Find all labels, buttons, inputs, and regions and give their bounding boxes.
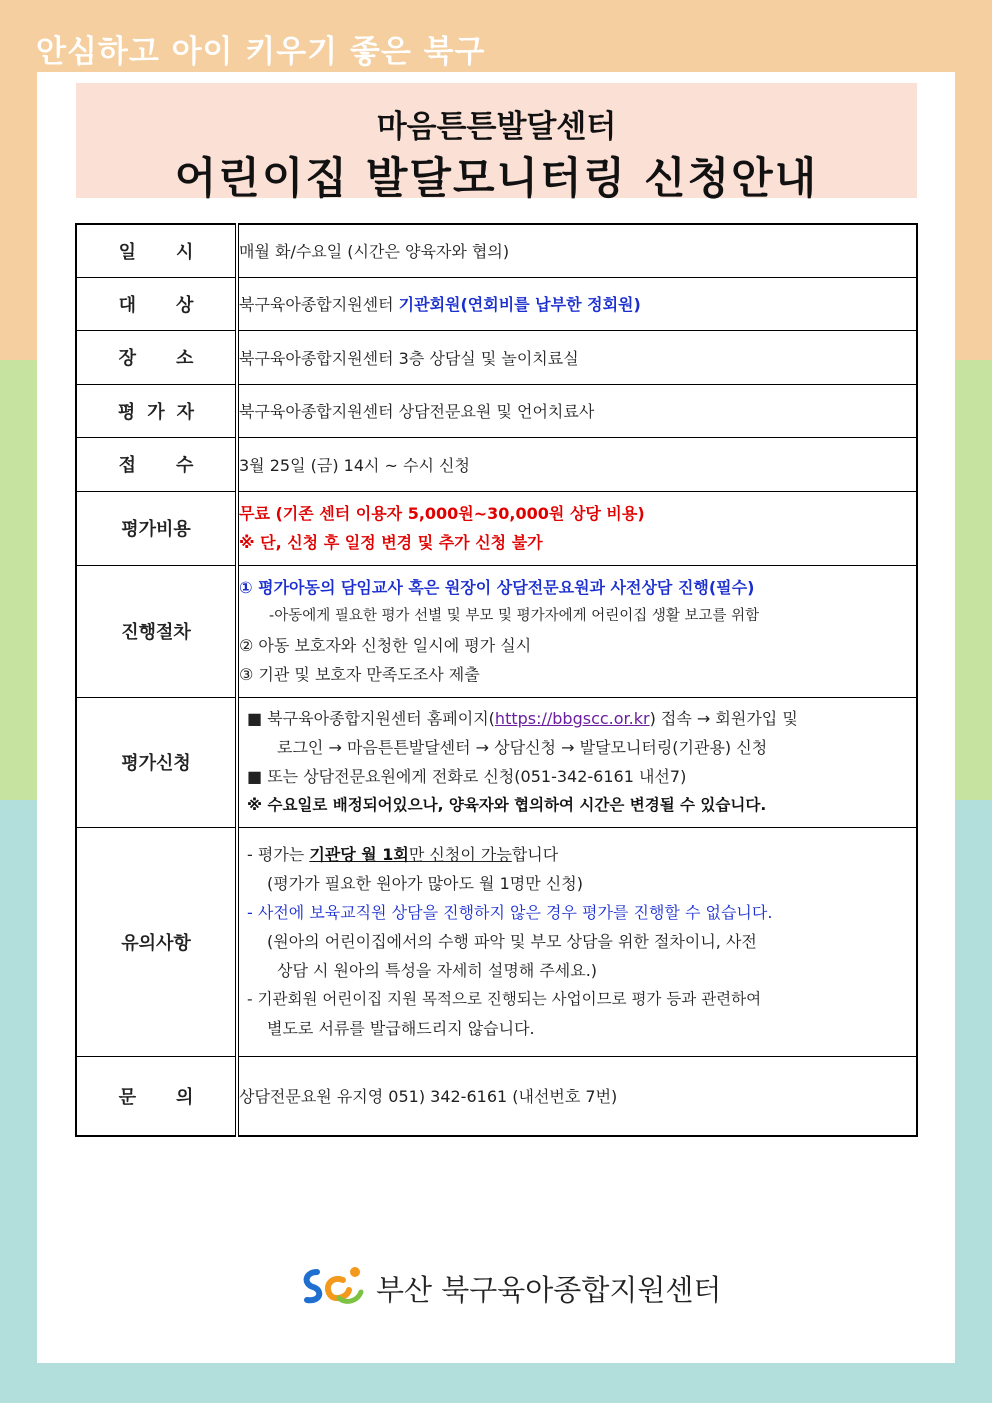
table-row-target [76,277,917,330]
org-name: 부산 북구육아종합지원센터 [376,1273,722,1307]
note-1-emphasis: 기관당 월 1회 [309,845,409,864]
notice-page [37,72,955,1363]
table-row-notes [76,827,917,1056]
table-row-apply [76,697,917,827]
cost-line-1: 무료 (기존 센터 이용자 5,000원~30,000원 상당 비용) [239,504,645,523]
label-date: 일시 [118,241,234,263]
note-1-start: - 평가는 [247,845,310,864]
table-row-procedure [76,565,917,697]
apply-line-4: ※ 수요일로 배정되어있으나, 양육자와 협의하여 시간은 변경될 수 있습니다. [247,796,767,814]
homepage-link[interactable]: https://bbgscc.or.kr [494,709,650,728]
value-reception: 3월 25일 (금) 14시 ~ 수시 신청 [237,437,917,491]
note-3: - 기관회원 어린이집 지원 목적으로 진행되는 사업이므로 평가 등과 관련하여 [247,990,762,1008]
label-target: 대상 [118,294,234,316]
note-2-sub-1: (원아의 어린이집에서의 수행 파악 및 부모 상담을 위한 절차이니, 사전 [267,932,757,951]
procedure-step-1: ① 평가아동의 담임교사 혹은 원장이 상담전문요원과 사전상담 진행(필수) [239,578,755,597]
note-1-underline: 만 신청이 가능 [408,845,512,864]
value-evaluator: 북구육아종합지원센터 상담전문요원 및 언어치료사 [237,384,917,437]
table-row-evaluator [76,384,917,437]
label-contact: 문의 [118,1086,234,1108]
table-row-date [76,224,917,277]
label-notes: 유의사항 [76,827,237,1056]
slogan: 안심하고 아이 키우기 좋은 북구 [36,34,486,70]
table-row-contact [76,1056,917,1136]
apply-line-1-end: ) 접속 → 회원가입 및 [649,709,798,728]
note-1-end: 합니다 [511,845,559,864]
org-logo-icon [299,1262,371,1312]
value-target-highlight: 기관회원(연회비를 납부한 정회원) [398,295,641,314]
note-2-sub-2: 상담 시 원아의 특성을 자세히 설명해 주세요.) [277,961,598,980]
label-place: 장소 [118,348,234,369]
value-contact: 상담전문요원 유지영 051) 342-6161 (내선번호 7번) [237,1056,917,1136]
info-table [75,223,918,1137]
table-row-cost [76,491,917,565]
title-box [76,83,917,204]
label-procedure: 진행절차 [76,565,237,697]
apply-line-2: 로그인 → 마음튼튼발달센터 → 상담신청 → 발달모니터링(기관용) 신청 [277,738,768,757]
procedure-step-3: ③ 기관 및 보호자 만족도조사 제출 [239,665,480,684]
center-name: 마음튼튼발달센터 [376,109,617,145]
value-date: 매월 화/수요일 (시간은 양육자와 협의) [237,224,917,277]
note-3-sub: 별도로 서류를 발급해드리지 않습니다. [267,1019,535,1038]
table-row-reception [76,437,917,491]
label-evaluator: 평가자 [117,401,207,423]
procedure-step-2: ② 아동 보호자와 신청한 일시에 평가 실시 [239,636,532,655]
procedure-step-1-note: -아동에게 필요한 평가 선별 및 부모 및 평가자에게 어린이집 생활 보고를 위함 [269,608,760,624]
value-place: 북구육아종합지원센터 3층 상담실 및 놀이치료실 [237,330,917,384]
label-reception: 접수 [118,455,234,476]
apply-line-1-start: ■ 북구육아종합지원센터 홈페이지( [247,709,495,728]
label-cost: 평가비용 [76,491,237,565]
page-title: 어린이집 발달모니터링 신청안내 [174,154,819,204]
value-target: 북구육아종합지원센터 [239,295,399,314]
apply-line-3: ■ 또는 상담전문요원에게 전화로 신청(051-342-6161 내선7) [247,767,687,786]
note-1-sub: (평가가 필요한 원아가 많아도 월 1명만 신청) [267,874,583,893]
label-apply: 평가신청 [76,697,237,827]
cost-line-2: ※ 단, 신청 후 일정 변경 및 추가 신청 불가 [239,533,543,552]
table-row-place [76,330,917,384]
note-2: - 사전에 보육교직원 상담을 진행하지 않은 경우 평가를 진행할 수 없습니다. [247,903,773,922]
org-logo [299,1262,722,1312]
